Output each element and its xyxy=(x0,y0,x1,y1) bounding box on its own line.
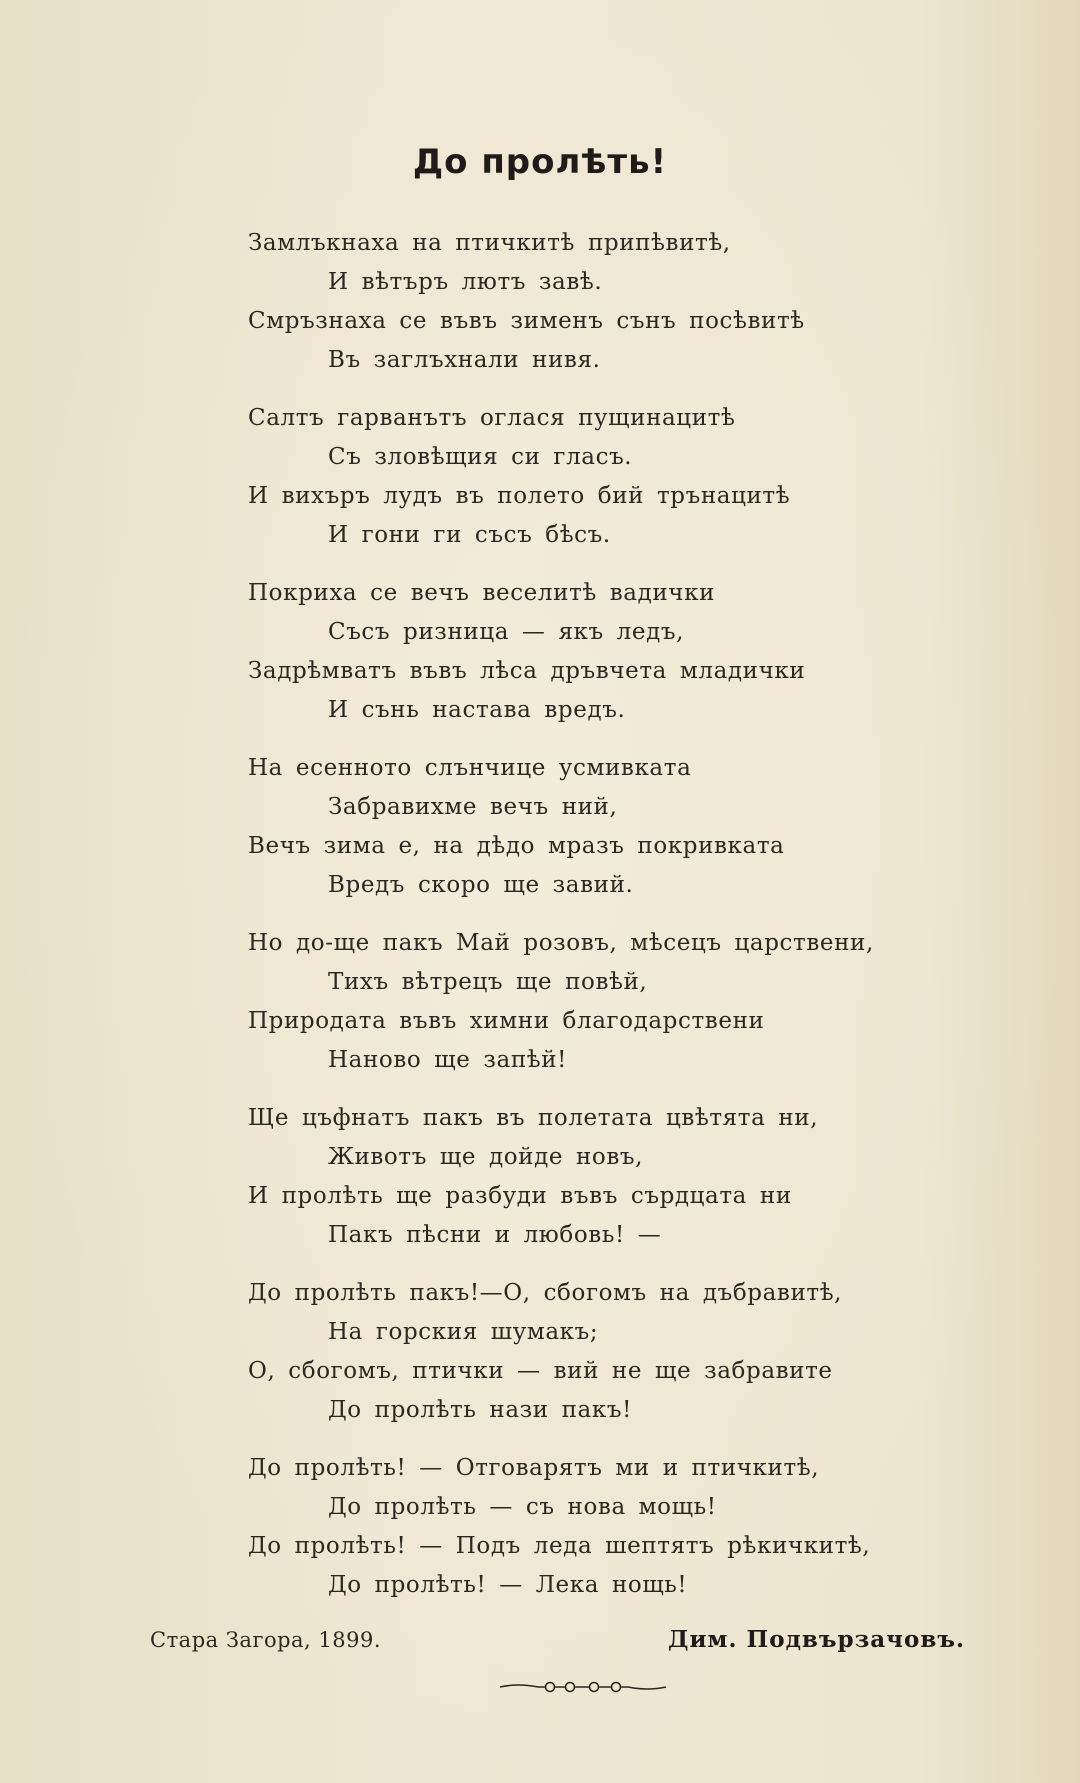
poem-line: До пролѣть! — Отговарятъ ми и птичкитѣ, xyxy=(248,1455,820,1481)
poem-line: Въ заглъхнали нивя. xyxy=(328,347,601,373)
stanza-6 xyxy=(248,1099,948,1274)
poem-line: До пролѣть! — Подъ леда шептятъ рѣкичкитѣ, xyxy=(248,1533,871,1559)
stanza-1 xyxy=(248,224,948,399)
poem-line: Замлъкнаха на птичкитѣ припѣвитѣ, xyxy=(248,230,731,256)
poem-line: О, сбогомъ, птички — вий не ще забравите xyxy=(248,1358,833,1384)
poem-line: Покриха се вечъ веселитѣ вадички xyxy=(248,580,716,606)
poem-line: И вихъръ лудъ въ полето бий трънацитѣ xyxy=(248,483,791,509)
poem-line: Но до-ще пакъ Май розовъ, мѣсецъ царствени, xyxy=(248,930,874,956)
poem-line: Съсъ ризница — якъ ледъ, xyxy=(328,619,684,645)
poem-line: Ще цъфнатъ пакъ въ полетата цвѣтята ни, xyxy=(248,1105,819,1131)
poem-line: До пролѣть пакъ!—О, сбогомъ на дъбравитѣ, xyxy=(248,1280,843,1306)
poem-line: До пролѣть нази пакъ! xyxy=(328,1397,632,1423)
poem-title: До пролѣть! xyxy=(412,142,668,182)
poem-line: Салтъ гарванътъ оглася пущинацитѣ xyxy=(248,405,736,431)
poem-line: Тихъ вѣтрецъ ще повѣй, xyxy=(328,969,648,995)
author-signature: Дим. Подвързачовъ. xyxy=(668,1626,965,1653)
poem-body xyxy=(248,224,948,1624)
poem-line: До пролѣть — съ нова мощь! xyxy=(328,1494,717,1520)
stanza-7 xyxy=(248,1274,948,1449)
stanza-5 xyxy=(248,924,948,1099)
stanza-4 xyxy=(248,749,948,924)
poem-line: Животъ ще дойде новъ, xyxy=(328,1144,644,1170)
poem-line: И пролѣть ще разбуди въвъ сърдцата ни xyxy=(248,1183,792,1209)
poem-line: И гони ги съсъ бѣсъ. xyxy=(328,522,611,548)
poem-line: Забравихме вечъ ний, xyxy=(328,794,618,820)
poem-line: И вѣтъръ лютъ завѣ. xyxy=(328,269,603,295)
stanza-8 xyxy=(248,1449,948,1624)
poem-line: Съ зловѣщия си гласъ. xyxy=(328,444,633,470)
poem-line: И сънь настава вредъ. xyxy=(328,697,626,723)
divider-ornament-icon xyxy=(498,1676,668,1698)
poem-line: Вредъ скоро ще завий. xyxy=(328,872,634,898)
poem-line: На есенното слънчице усмивката xyxy=(248,755,692,781)
stanza-3 xyxy=(248,574,948,749)
poem-line: До пролѣть! — Лека нощь! xyxy=(328,1572,688,1598)
poem-line: Вечъ зима е, на дѣдо мразъ покривката xyxy=(248,833,785,859)
poem-line: Задрѣмватъ въвъ лѣса дръвчета младички xyxy=(248,658,806,684)
poem-line: Смръзнаха се въвъ зименъ сънъ посѣвитѣ xyxy=(248,308,805,334)
poem-line: Природата въвъ химни благодарствени xyxy=(248,1008,765,1034)
poem-line: Наново ще запѣй! xyxy=(328,1047,567,1073)
place-date: Стара Загора, 1899. xyxy=(150,1628,382,1652)
stanza-2 xyxy=(248,399,948,574)
poem-line: Пакъ пѣсни и любовь! — xyxy=(328,1222,662,1248)
poem-line: На горския шумакъ; xyxy=(328,1319,599,1345)
